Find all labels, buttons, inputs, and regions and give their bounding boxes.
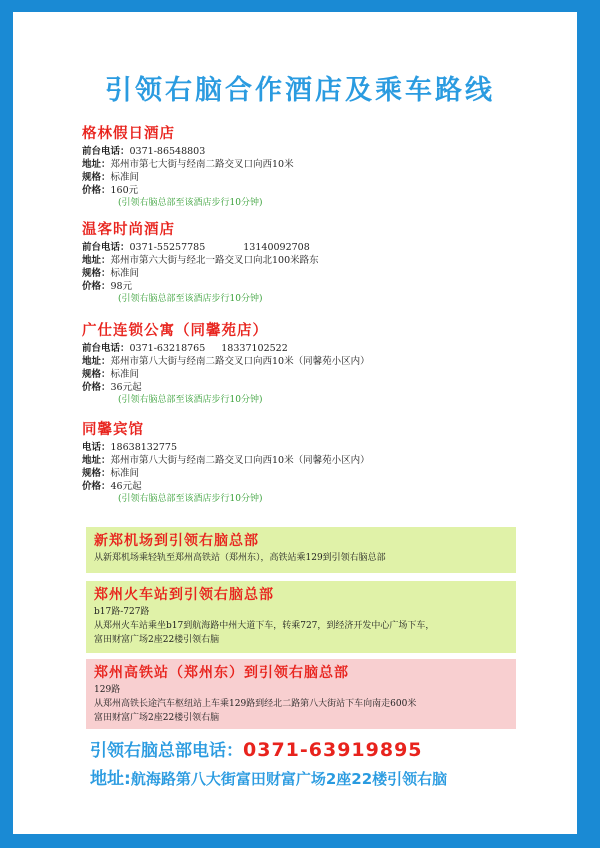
route-line: 129路 [94, 685, 121, 695]
hotel-phone-row [82, 342, 542, 355]
route-box-high-speed-rail [86, 659, 516, 729]
phone-value-2: 18337102522 [221, 343, 288, 354]
price-label: 价格： [82, 382, 111, 393]
phone-value: 18638132775 [110, 442, 178, 453]
hotel-address-row [82, 454, 542, 467]
route-box-airport [86, 527, 516, 573]
hotel-price-row [82, 184, 542, 197]
address-label: 地址： [82, 356, 111, 367]
spec-label: 规格： [82, 468, 111, 479]
route-line: b17路-727路 [94, 607, 150, 617]
price-label: 价格： [82, 481, 111, 492]
phone-label: 前台电话： [82, 343, 130, 354]
address-label: 地址： [82, 159, 111, 170]
phone-value: 0371-86548803 [129, 146, 206, 157]
hotel-name: 温客时尚酒店 [82, 221, 175, 238]
address-value: 郑州市第八大街与经南二路交叉口向西10米（同馨苑小区内） [110, 356, 370, 367]
hotel-address-row [82, 158, 542, 171]
walk-note: (引领右脑总部至该酒店步行10分钟) [118, 494, 263, 504]
price-label: 价格： [82, 281, 111, 292]
hotel-phone-row [82, 145, 542, 158]
phone-label: 前台电话： [82, 242, 130, 253]
hotel-spec-row [82, 171, 542, 184]
spec-label: 规格： [82, 268, 111, 279]
page-title: 引领右脑合作酒店及乘车路线 [105, 75, 495, 106]
walk-note: (引领右脑总部至该酒店步行10分钟) [118, 294, 263, 304]
address-value: 郑州市第六大街与经北一路交叉口向北100米路东 [110, 255, 319, 266]
hotel-address-row [82, 355, 542, 368]
hotel-phone-row [82, 241, 542, 254]
route-line: 富田财富广场2座22楼引领右脑 [94, 635, 220, 645]
walk-note: (引领右脑总部至该酒店步行10分钟) [118, 395, 263, 405]
spec-value: 标准间 [110, 468, 140, 479]
hotel-spec-row [82, 467, 542, 480]
spec-label: 规格： [82, 369, 111, 380]
route-title: 郑州高铁站（郑州东）到引领右脑总部 [94, 665, 349, 681]
walk-note: (引领右脑总部至该酒店步行10分钟) [118, 198, 263, 208]
hotel-card [82, 319, 542, 407]
hotel-price-row [82, 381, 542, 394]
hq-phone-line [90, 736, 423, 761]
hq-phone-number: 0371-63919895 [243, 739, 423, 761]
hq-address-line [90, 764, 447, 789]
hotel-price-row [82, 280, 542, 293]
address-value: 郑州市第八大街与经南二路交叉口向西10米（同馨苑小区内） [110, 455, 370, 466]
address-label: 地址： [82, 455, 111, 466]
route-box-train-station [86, 581, 516, 653]
hq-address-value: 航海路第八大街富田财富广场2座22楼引领右脑 [130, 770, 448, 788]
phone-value-2: 13140092708 [243, 242, 310, 253]
hotel-card [82, 122, 542, 210]
price-value: 36元起 [110, 382, 142, 393]
hotel-card [82, 418, 542, 506]
price-value: 46元起 [110, 481, 142, 492]
hotel-name: 广仕连锁公寓（同馨苑店） [82, 322, 268, 339]
hq-phone-label: 引领右脑总部电话： [90, 741, 243, 761]
hotel-address-row [82, 254, 542, 267]
route-line: 从郑州火车站乘坐b17到航海路中州大道下车，转乘727，到经济开发中心广场下车， [94, 621, 435, 631]
hotel-name: 格林假日酒店 [82, 125, 175, 142]
hotel-phone-row [82, 441, 542, 454]
route-line: 从郑州高铁长途汽车枢纽站上车乘129路到经北二路第八大街站下车向南走600米 [94, 699, 417, 709]
phone-label: 前台电话： [82, 146, 130, 157]
route-line: 从新郑机场乘轻轨至郑州高铁站（郑州东），高铁站乘129到引领右脑总部 [94, 553, 386, 563]
price-label: 价格： [82, 185, 111, 196]
route-title: 郑州火车站到引领右脑总部 [94, 587, 274, 603]
price-value: 98元 [110, 281, 133, 292]
hotel-spec-row [82, 267, 542, 280]
phone-value: 0371-63218765 [129, 343, 206, 354]
price-value: 160元 [110, 185, 139, 196]
hotel-price-row [82, 480, 542, 493]
spec-label: 规格： [82, 172, 111, 183]
spec-value: 标准间 [110, 369, 140, 380]
spec-value: 标准间 [110, 268, 140, 279]
phone-label: 电话： [82, 442, 111, 453]
hotel-name: 同馨宾馆 [82, 421, 144, 438]
hq-address-label: 地址: [90, 769, 131, 789]
hotel-spec-row [82, 368, 542, 381]
route-title: 新郑机场到引领右脑总部 [94, 533, 259, 549]
spec-value: 标准间 [110, 172, 140, 183]
hotel-card [82, 218, 542, 306]
address-label: 地址： [82, 255, 111, 266]
route-line: 富田财富广场2座22楼引领右脑 [94, 713, 220, 723]
address-value: 郑州市第七大街与经南二路交叉口向西10米 [110, 159, 294, 170]
phone-value: 0371-55257785 [129, 242, 206, 253]
